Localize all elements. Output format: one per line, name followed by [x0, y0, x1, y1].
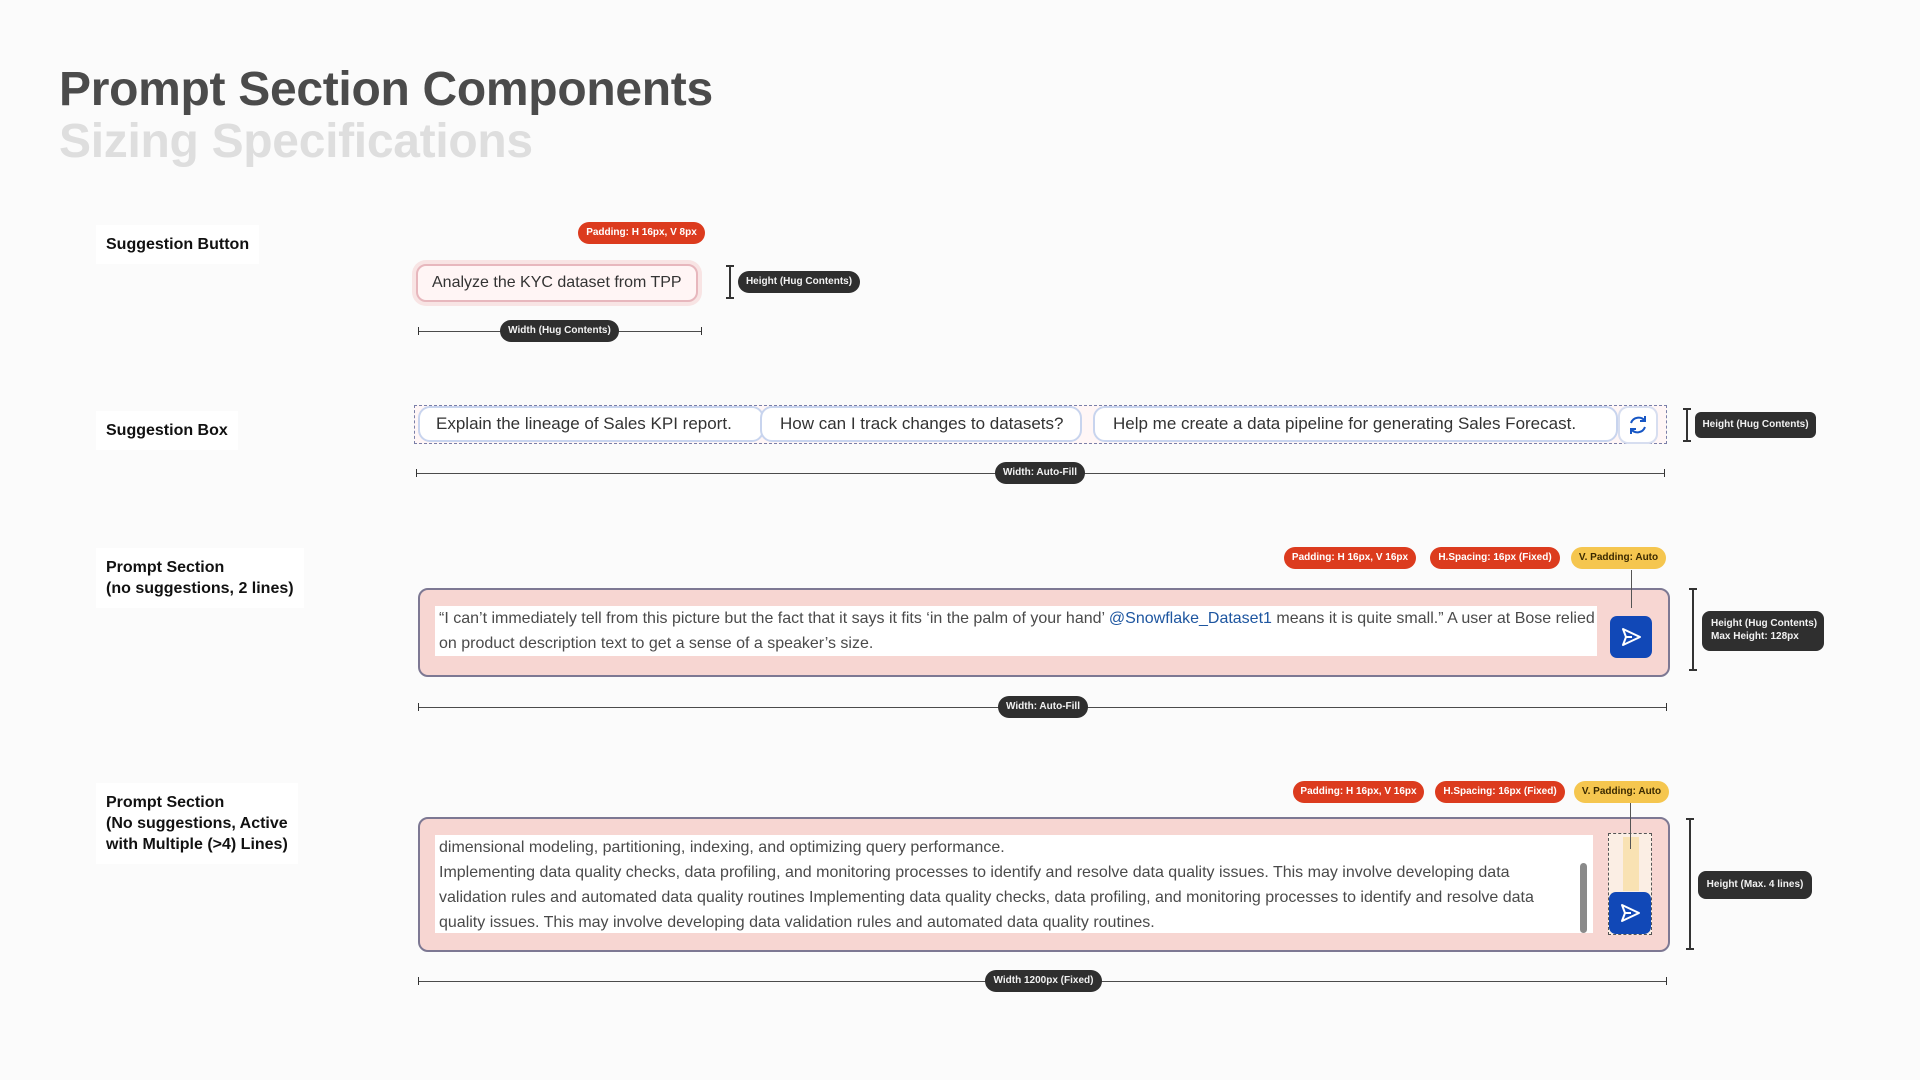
vpadding-tag: V. Padding: Auto — [1574, 781, 1669, 803]
scrollbar-thumb[interactable] — [1580, 863, 1587, 933]
page-subtitle: Sizing Specifications — [59, 115, 533, 168]
section-label-line: Prompt Section — [106, 794, 225, 811]
width-indicator-cap-right — [701, 327, 702, 335]
height-tag-line: Height (Hug Contents) — [1711, 618, 1818, 629]
width-indicator-cap-left — [416, 469, 417, 477]
spacing-tag: H.Spacing: 16px (Fixed) — [1430, 547, 1560, 569]
send-icon — [1618, 901, 1642, 925]
height-tag: Height (Max. 4 lines) — [1698, 871, 1812, 899]
height-indicator — [1692, 588, 1694, 671]
vpadding-pointer — [1630, 803, 1631, 849]
width-tag: Width: Auto-Fill — [998, 696, 1088, 718]
prompt-text: dimensional modeling, partitioning, indexing, and optimizing query performance. — [439, 839, 1005, 856]
width-indicator-cap-left — [418, 327, 419, 335]
suggestion-chip[interactable]: How can I track changes to datasets? — [760, 406, 1082, 442]
height-indicator-cap-bottom — [1689, 669, 1697, 671]
section-label-line: (no suggestions, 2 lines) — [106, 580, 294, 597]
page-title: Prompt Section Components — [59, 63, 713, 116]
width-indicator-cap-left — [418, 977, 419, 985]
height-tag: Height (Hug Contents) — [1695, 412, 1816, 438]
send-button[interactable] — [1609, 892, 1651, 934]
height-indicator-cap-bottom — [726, 297, 734, 299]
refresh-button[interactable] — [1618, 406, 1658, 444]
width-indicator-cap-left — [418, 703, 419, 711]
height-tag-line: Max Height: 128px — [1711, 631, 1799, 642]
height-indicator-cap-bottom — [1686, 948, 1694, 950]
padding-tag: Padding: H 16px, V 16px — [1284, 547, 1416, 569]
send-button[interactable] — [1610, 616, 1652, 658]
send-icon — [1619, 625, 1643, 649]
height-tag: Height (Hug Contents) — [738, 271, 860, 293]
suggestion-button[interactable]: Analyze the KYC dataset from TPP — [416, 264, 698, 302]
width-indicator-cap-right — [1666, 703, 1667, 711]
prompt-text: “I can’t immediately tell from this picture but the fact that it says it fits ‘in the palm of your hand’ — [439, 610, 1109, 627]
prompt-text: means it is quite small.” A user at Bose relied on product description text to get a sense of a speaker’s size. — [439, 610, 1595, 652]
suggestion-chip[interactable]: Help me create a data pipeline for generating Sales Forecast. — [1093, 406, 1618, 442]
height-indicator-cap-top — [1686, 818, 1694, 820]
vpadding-fill — [1623, 837, 1639, 891]
height-indicator — [1686, 408, 1688, 442]
prompt-text: Implementing data quality checks, data profiling, and monitoring processes to identify and resolve data quality issues. This may involve developing data validation rules and automated data quality routines Implementing data quality checks, data profiling, and monitoring processes to identify and resolve data quality issues. This may involve developing data validation rules and automated data quality routines. — [439, 864, 1534, 931]
width-tag: Width (Hug Contents) — [500, 320, 619, 342]
refresh-icon — [1626, 413, 1650, 437]
vpadding-tag: V. Padding: Auto — [1571, 547, 1666, 569]
height-indicator-cap-top — [726, 265, 734, 267]
padding-tag: Padding: H 16px, V 8px — [578, 222, 705, 244]
padding-tag: Padding: H 16px, V 16px — [1293, 781, 1424, 803]
width-tag: Width: Auto-Fill — [995, 462, 1085, 484]
height-indicator — [1689, 818, 1691, 950]
prompt-input[interactable] — [435, 606, 1597, 656]
section-label-line: Prompt Section — [106, 559, 225, 576]
prompt-input[interactable] — [435, 835, 1593, 933]
height-indicator-cap-top — [1689, 588, 1697, 590]
height-indicator-cap-bottom — [1683, 440, 1691, 442]
section-label-prompt-multi-lines — [96, 783, 298, 864]
spacing-tag: H.Spacing: 16px (Fixed) — [1435, 781, 1565, 803]
suggestion-chip[interactable]: Explain the lineage of Sales KPI report. — [418, 406, 764, 442]
height-indicator-cap-top — [1683, 408, 1691, 410]
dataset-mention[interactable]: @Snowflake_Dataset1 — [1108, 610, 1272, 627]
section-label-suggestion-button: Suggestion Button — [96, 225, 259, 264]
section-label-prompt-two-lines — [96, 548, 304, 608]
width-indicator-cap-right — [1664, 469, 1665, 477]
section-label-line: with Multiple (>4) Lines) — [106, 836, 288, 853]
height-indicator — [729, 265, 731, 299]
width-tag: Width 1200px (Fixed) — [985, 970, 1102, 992]
width-indicator-cap-right — [1666, 977, 1667, 985]
height-tag — [1702, 611, 1824, 651]
section-label-line: (No suggestions, Active — [106, 815, 288, 832]
section-label-suggestion-box: Suggestion Box — [96, 411, 238, 450]
vpadding-pointer — [1631, 570, 1632, 608]
